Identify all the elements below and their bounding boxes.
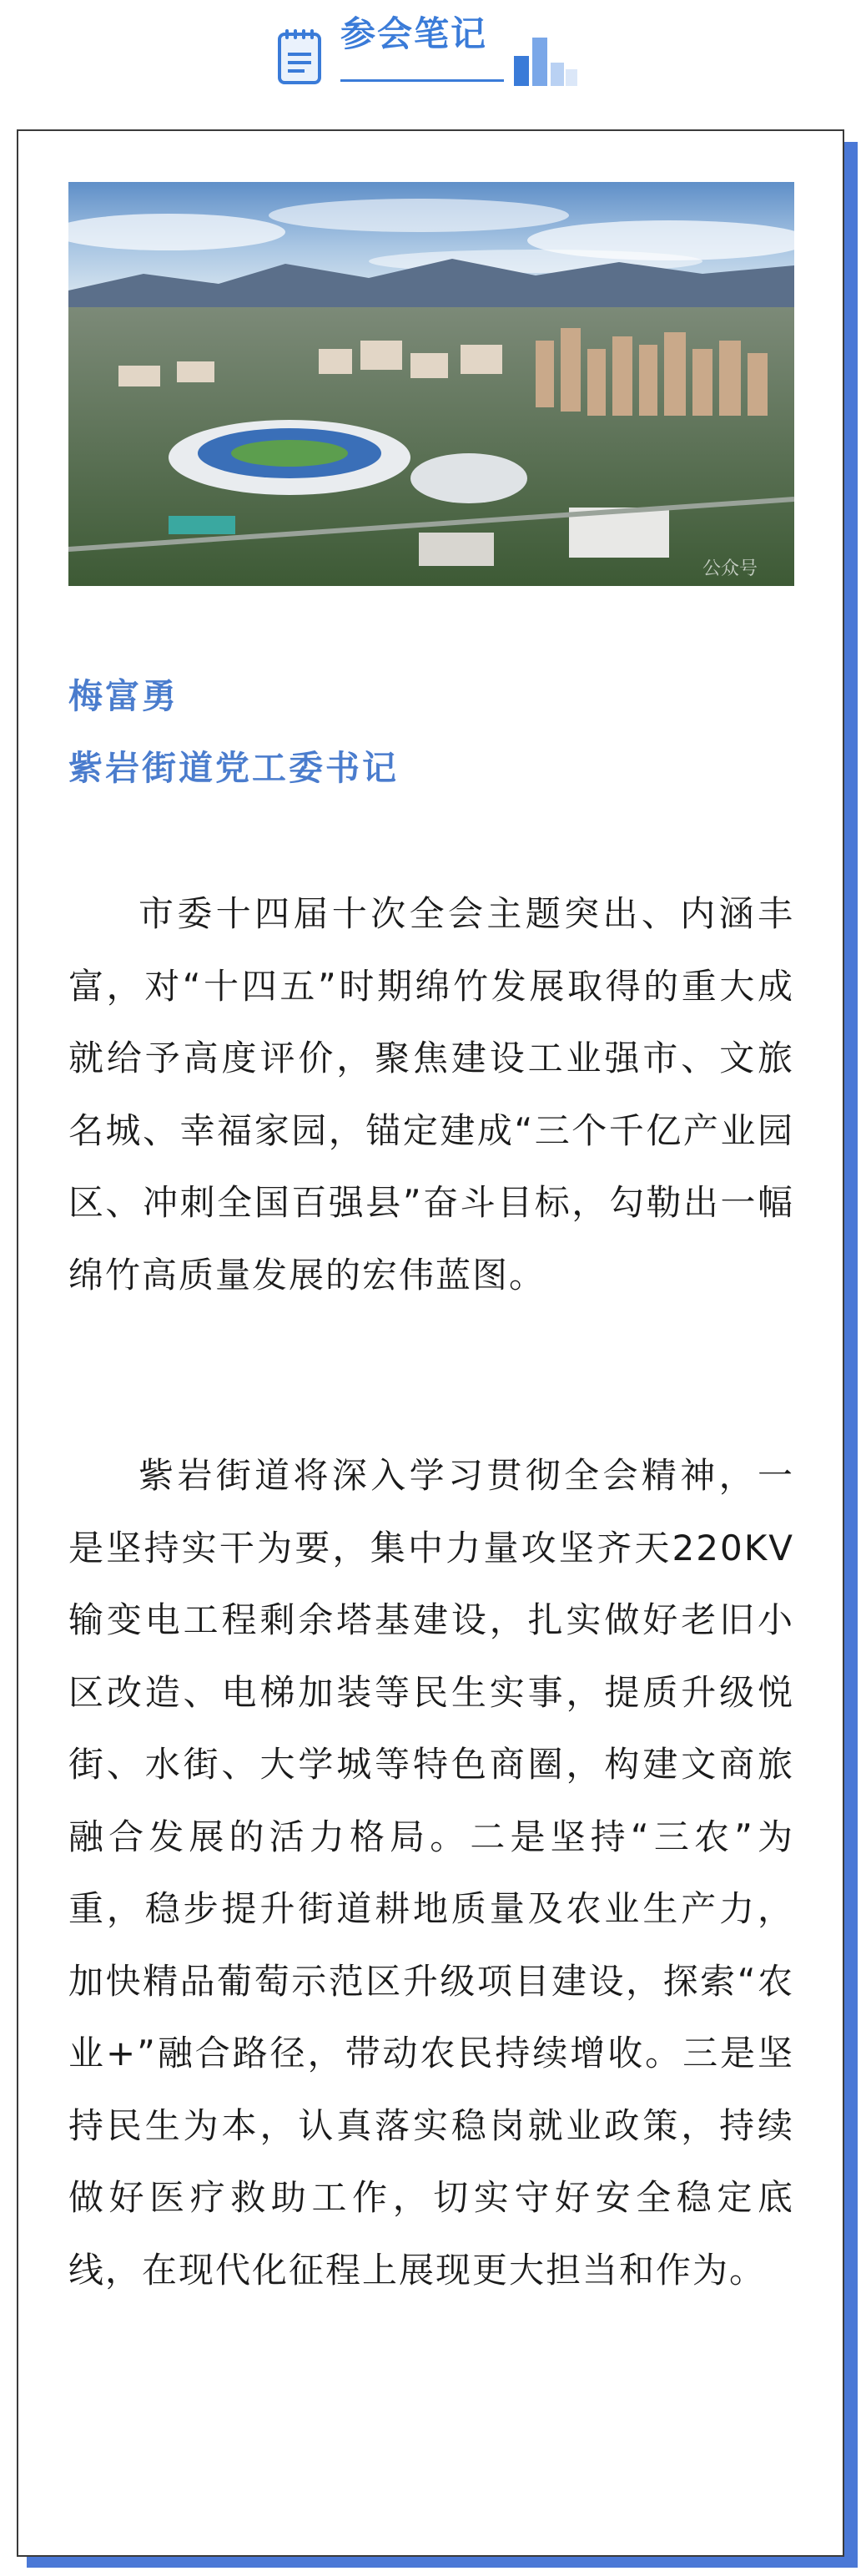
- paragraph-2: 紫岩街道将深入学习贯彻全会精神，一是坚持实干为要，集中力量攻坚齐天220KV输变电工程剩余塔基建设，扎实做好老旧小区改造、电梯加装等民生实事，提质升级悦街、水街、大学城等特色商圈，构建文商旅融合发展的活力格局。二是坚持“三农”为重，稳步提升街道耕地质量及农业生产力，加快精品葡萄示范区升级项目建设，探索“农业+”融合路径，带动农民持续增收。三是坚持民生为本，认真落实稳岗就业政策，持续做好医疗救助工作，切实守好安全稳定底线，在现代化征程上展现更大担当和作为。: [68, 1455, 794, 2291]
- paragraph-1: 市委十四届十次全会主题突出、内涵丰富，对“十四五”时期绵竹发展取得的重大成就给予高度评价，聚焦建设工业强市、文旅名城、幸福家园，锚定建成“三个千亿产业园区、冲刺全国百强县”奋斗目标，勾勒出一幅绵竹高质量发展的宏伟蓝图。: [68, 893, 794, 1296]
- photo-watermark: 公众号: [702, 558, 758, 579]
- aerial-city-stadium-photo: [68, 182, 794, 586]
- bar-squares-icon: [514, 38, 577, 86]
- section-title: 参会笔记: [340, 13, 488, 54]
- notepad-icon: [277, 28, 322, 86]
- author-name: 梅富勇: [68, 676, 179, 716]
- section-header: [0, 0, 866, 109]
- author-title: 紫岩街道党工委书记: [68, 748, 399, 788]
- title-underline: [340, 79, 504, 82]
